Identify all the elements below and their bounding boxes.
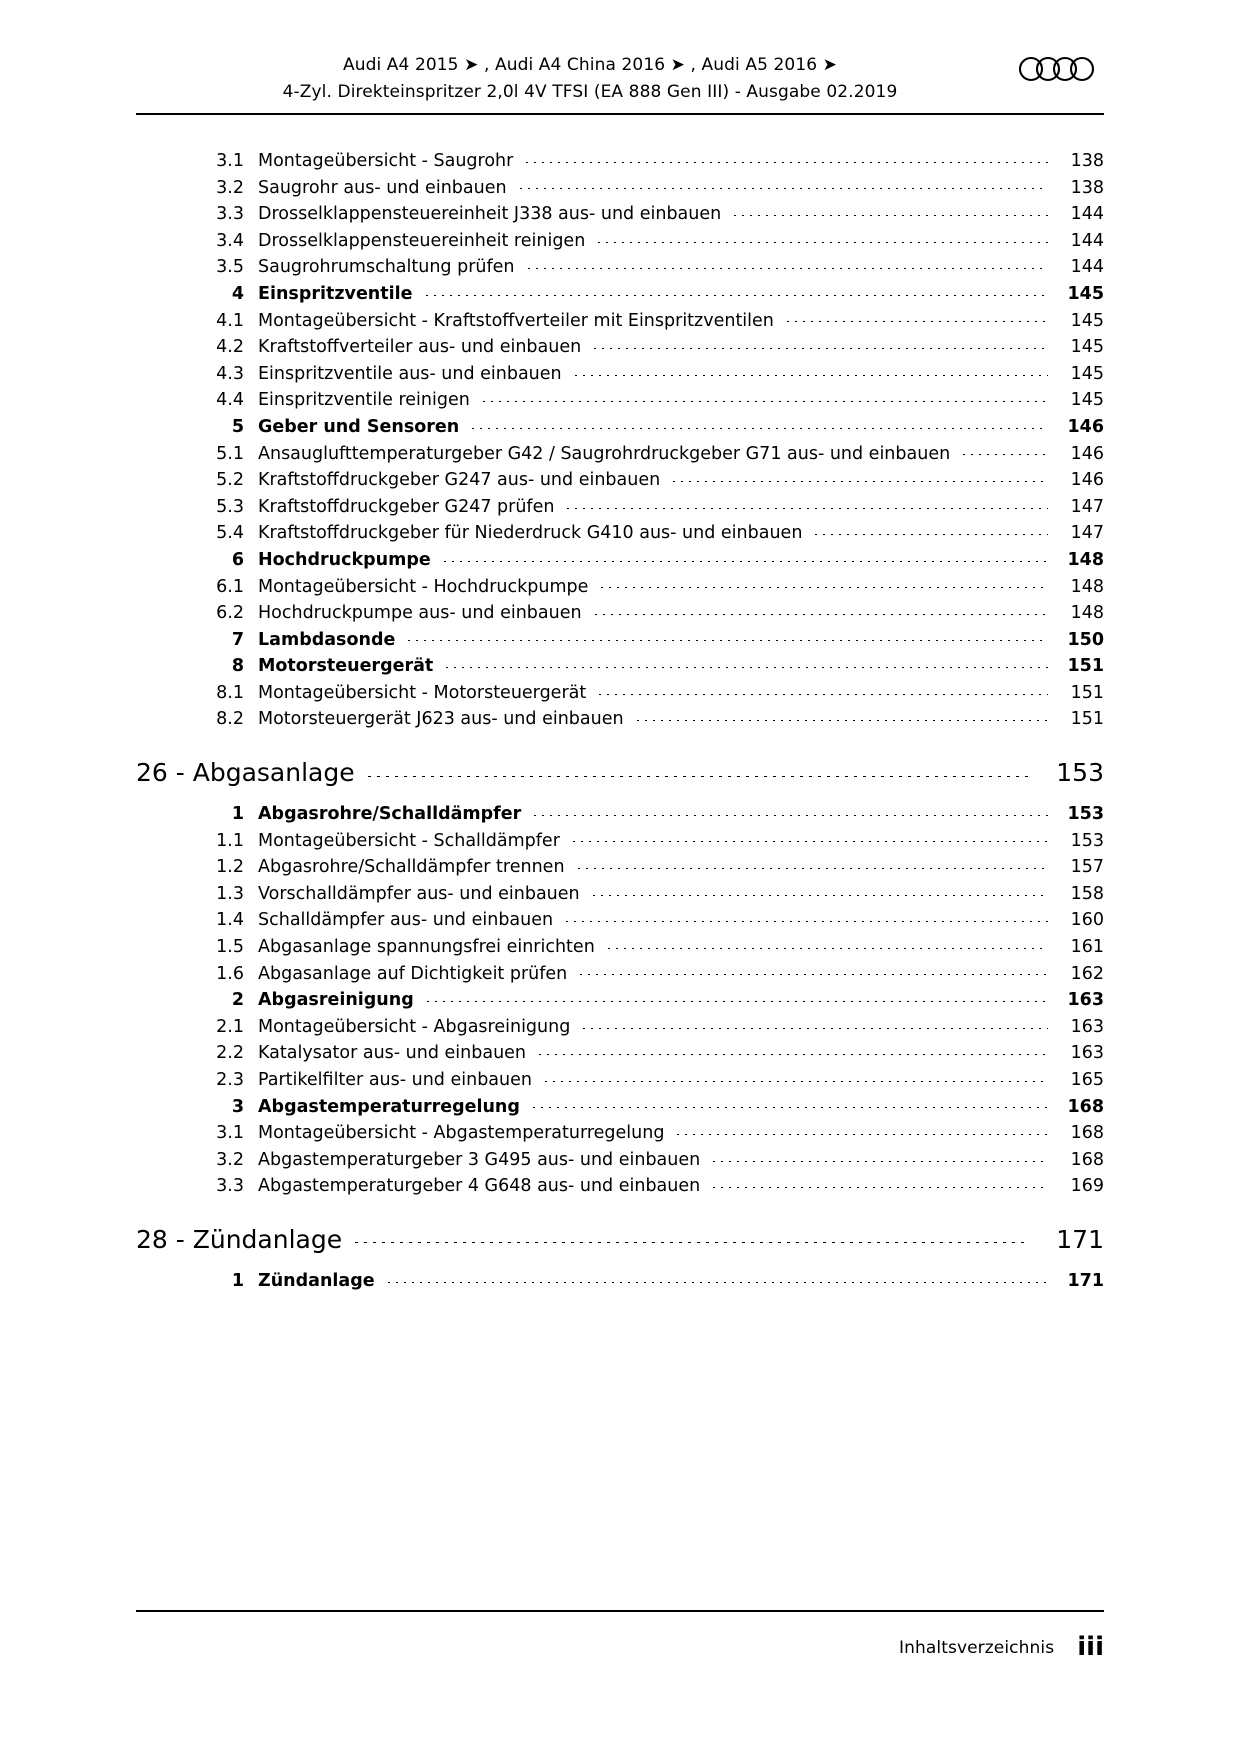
toc-label: Lambdasonde (258, 629, 396, 650)
toc-number: 1.1 (216, 830, 244, 851)
toc-entry[interactable] (136, 1040, 1104, 1067)
toc-leader-dots (523, 162, 1048, 163)
toc-page: 138 (1070, 177, 1104, 198)
toc-entry[interactable] (136, 467, 1104, 494)
toc-label: Abgasrohre/Schalldämpfer (258, 804, 522, 825)
footer-divider (136, 1610, 1104, 1612)
toc-entry[interactable] (136, 228, 1104, 255)
toc-page: 165 (1070, 1070, 1104, 1090)
toc-entry[interactable] (136, 1268, 1104, 1295)
toc-leader-dots (563, 921, 1048, 922)
toc-number: 2.2 (216, 1043, 244, 1064)
toc-number: 4.1 (216, 310, 244, 331)
toc-leader-dots (385, 1282, 1048, 1283)
toc-leader-dots (731, 215, 1048, 216)
toc-page: 151 (1067, 656, 1104, 677)
toc-leader-dots (517, 188, 1048, 189)
toc-entry[interactable] (136, 387, 1104, 414)
toc-page: 168 (1070, 1123, 1104, 1144)
toc-entry[interactable] (136, 494, 1104, 521)
toc-number: 1 (231, 804, 244, 825)
toc-label: Montageübersicht - Motorsteuergerät (258, 682, 587, 703)
toc-page: 171 (1067, 1270, 1104, 1291)
toc-leader-dots (596, 694, 1048, 695)
toc-page: 148 (1070, 576, 1104, 597)
toc-label: Einspritzventile aus- und einbauen (258, 363, 562, 384)
toc-entry[interactable] (136, 801, 1104, 828)
toc-entry[interactable] (136, 1067, 1104, 1094)
toc-leader-dots (536, 1054, 1048, 1055)
toc-page: 153 (1070, 830, 1104, 851)
toc-label: Schalldämpfer aus- und einbauen (258, 910, 554, 931)
toc-entry[interactable] (136, 828, 1104, 855)
toc-label: Montageübersicht - Abgastemperaturregelung (258, 1123, 665, 1144)
toc-label: Drosselklappensteuereinheit J338 aus- und einbauen (258, 204, 722, 225)
toc-leader-dots (812, 534, 1048, 535)
toc-entry[interactable] (136, 148, 1104, 175)
toc-page: 169 (1070, 1176, 1104, 1197)
toc-page: 153 (1067, 804, 1104, 825)
footer-page-number: iii (1077, 1632, 1104, 1662)
toc-number: 1.5 (216, 937, 244, 958)
toc-label: Motorsteuergerät (258, 656, 434, 677)
toc-label: Abgastemperaturgeber 4 G648 aus- und einbauen (258, 1176, 701, 1197)
toc-leader-dots (352, 1242, 1030, 1243)
toc-entry[interactable] (136, 907, 1104, 934)
toc-page: 153 (1056, 758, 1104, 788)
toc-entry[interactable] (136, 881, 1104, 908)
toc-number: 3.4 (216, 230, 244, 251)
toc-page: 151 (1070, 709, 1104, 730)
toc-number: 3.1 (216, 151, 244, 171)
toc-number: 5 (231, 416, 244, 437)
toc-entry[interactable] (136, 706, 1104, 733)
toc-number: 6 (231, 549, 244, 570)
toc-number: 3.1 (216, 1123, 244, 1144)
toc-page: 147 (1070, 523, 1104, 544)
toc-number: 2 (231, 990, 244, 1011)
toc-leader-dots (525, 268, 1048, 269)
toc-entry[interactable] (136, 414, 1104, 441)
toc-page: 145 (1067, 283, 1104, 304)
toc-leader-dots (405, 640, 1048, 641)
page-footer (136, 1632, 1104, 1662)
toc-label: Vorschalldämpfer aus- und einbauen (258, 883, 580, 904)
toc-page: 145 (1070, 310, 1104, 331)
toc-number: 3.2 (216, 1149, 244, 1170)
toc-label: Katalysator aus- und einbauen (258, 1043, 527, 1064)
toc-label: Einspritzventile reinigen (258, 390, 470, 411)
toc-page: 144 (1070, 230, 1104, 251)
toc-page: 146 (1070, 443, 1104, 464)
header-divider (136, 113, 1104, 115)
toc-leader-dots (577, 974, 1048, 975)
toc-label: Kraftstoffdruckgeber für Niederdruck G410 aus- und einbauen (258, 523, 803, 544)
toc-page: 163 (1067, 990, 1104, 1011)
toc-page: 145 (1070, 363, 1104, 384)
toc-leader-dots (530, 1107, 1048, 1108)
toc-number: 4.4 (216, 390, 244, 411)
toc-entry[interactable] (136, 361, 1104, 388)
toc-leader-dots (605, 948, 1048, 949)
toc-page: 147 (1070, 496, 1104, 517)
toc-page: 148 (1070, 603, 1104, 624)
toc-number: 8.1 (216, 682, 244, 703)
toc-number: 1.2 (216, 857, 244, 878)
toc-leader-dots (710, 1161, 1048, 1162)
toc-number: 1.6 (216, 963, 244, 984)
toc-entry[interactable] (136, 281, 1104, 308)
toc-label: Montageübersicht - Schalldämpfer (258, 830, 560, 851)
toc-number: 3.2 (216, 177, 244, 198)
toc-page: 148 (1067, 549, 1104, 570)
toc-number: 1.3 (216, 883, 244, 904)
toc-label: Montageübersicht - Hochdruckpumpe (258, 576, 589, 597)
toc-label: Abgasreinigung (258, 990, 414, 1011)
toc-label: Einspritzventile (258, 283, 413, 304)
toc-page: 146 (1067, 416, 1104, 437)
toc-entry[interactable] (136, 1147, 1104, 1174)
toc-leader-dots (365, 776, 1030, 777)
toc-entry[interactable] (136, 961, 1104, 988)
toc-number: 3 (231, 1096, 244, 1117)
toc-page: 160 (1070, 910, 1104, 931)
toc-entry[interactable] (136, 934, 1104, 961)
toc-leader-dots (960, 454, 1048, 455)
toc-entry[interactable] (136, 854, 1104, 881)
toc-page: 161 (1070, 937, 1104, 958)
toc-page: 157 (1070, 857, 1104, 878)
toc-label: Montageübersicht - Abgasreinigung (258, 1016, 571, 1037)
toc-page: 150 (1067, 629, 1104, 650)
table-of-contents (136, 148, 1104, 1295)
toc-page: 171 (1056, 1224, 1104, 1254)
toc-entry[interactable] (136, 600, 1104, 627)
toc-leader-dots (590, 895, 1048, 896)
toc-label: Montageübersicht - Saugrohr (258, 151, 514, 171)
toc-leader-dots (595, 242, 1048, 243)
toc-number: 3.3 (216, 1176, 244, 1197)
toc-label: Montageübersicht - Kraftstoffverteiler mit Einspritzventilen (258, 310, 774, 331)
toc-page: 163 (1070, 1043, 1104, 1064)
toc-page: 162 (1070, 963, 1104, 984)
toc-number: 3.3 (216, 204, 244, 225)
toc-entry[interactable] (136, 547, 1104, 574)
toc-leader-dots (564, 508, 1048, 509)
toc-number: 5.3 (216, 496, 244, 517)
toc-label: Hochdruckpumpe (258, 549, 431, 570)
toc-number: 4.2 (216, 337, 244, 358)
toc-label: Motorsteuergerät J623 aus- und einbauen (258, 709, 624, 730)
toc-leader-dots (570, 841, 1048, 842)
toc-number: 5.4 (216, 523, 244, 544)
toc-entry[interactable] (136, 1120, 1104, 1147)
toc-label: Kraftstoffverteiler aus- und einbauen (258, 337, 582, 358)
toc-label: Kraftstoffdruckgeber G247 aus- und einbauen (258, 470, 661, 491)
toc-chapter-entry[interactable] (136, 1222, 1104, 1258)
toc-label: Geber und Sensoren (258, 416, 460, 437)
toc-label: Zündanlage (258, 1270, 375, 1291)
toc-leader-dots (710, 1187, 1048, 1188)
toc-number: 3.5 (216, 257, 244, 278)
toc-entry[interactable] (136, 201, 1104, 228)
toc-label: Saugrohrumschaltung prüfen (258, 257, 515, 278)
toc-label: Hochdruckpumpe aus- und einbauen (258, 603, 582, 624)
toc-leader-dots (575, 868, 1048, 869)
toc-entry[interactable] (136, 334, 1104, 361)
toc-page: 146 (1070, 470, 1104, 491)
toc-leader-dots (423, 295, 1048, 296)
toc-number: 8.2 (216, 709, 244, 730)
toc-number: 6.1 (216, 576, 244, 597)
header-vehicle-line: Audi A4 2015 ➤ , Audi A4 China 2016 ➤ , Audi A5 2016 ➤ (342, 55, 838, 75)
toc-page: 144 (1070, 204, 1104, 225)
toc-page: 145 (1070, 337, 1104, 358)
toc-leader-dots (598, 587, 1048, 588)
toc-chapter-entry[interactable] (136, 755, 1104, 791)
toc-entry[interactable] (136, 680, 1104, 707)
toc-number: 1.4 (216, 910, 244, 931)
toc-leader-dots (674, 1134, 1048, 1135)
toc-leader-dots (469, 428, 1048, 429)
toc-leader-dots (592, 614, 1048, 615)
toc-entry[interactable] (136, 520, 1104, 547)
toc-leader-dots (572, 375, 1048, 376)
toc-entry[interactable] (136, 308, 1104, 335)
toc-number: 8 (231, 656, 244, 677)
toc-leader-dots (441, 561, 1048, 562)
toc-label: Partikelfilter aus- und einbauen (258, 1070, 532, 1090)
toc-leader-dots (580, 1028, 1048, 1029)
footer-section-label: Inhaltsverzeichnis (899, 1638, 1055, 1658)
toc-label: Abgastemperaturgeber 3 G495 aus- und einbauen (258, 1149, 701, 1170)
toc-page: 168 (1067, 1096, 1104, 1117)
toc-leader-dots (591, 348, 1048, 349)
toc-entry[interactable] (136, 1094, 1104, 1121)
toc-page: 168 (1070, 1149, 1104, 1170)
toc-number: 6.2 (216, 603, 244, 624)
toc-entry[interactable] (136, 254, 1104, 281)
toc-entry[interactable] (136, 441, 1104, 468)
toc-leader-dots (670, 481, 1048, 482)
toc-leader-dots (542, 1081, 1048, 1082)
toc-entry[interactable] (136, 175, 1104, 202)
toc-number: 1 (231, 1270, 244, 1291)
header-engine-line: 4-Zyl. Direkteinspritzer 2,0l 4V TFSI (EA 888 Gen III) - Ausgabe 02.2019 (282, 82, 898, 102)
toc-label: Saugrohr aus- und einbauen (258, 177, 507, 198)
toc-page: 151 (1070, 682, 1104, 703)
toc-label: 26 - Abgasanlage (136, 758, 355, 788)
toc-number: 7 (231, 629, 244, 650)
toc-page: 158 (1070, 883, 1104, 904)
toc-leader-dots (634, 720, 1048, 721)
toc-label: Abgasanlage auf Dichtigkeit prüfen (258, 963, 568, 984)
toc-label: Abgasrohre/Schalldämpfer trennen (258, 857, 565, 878)
toc-label: Drosselklappensteuereinheit reinigen (258, 230, 586, 251)
toc-number: 5.2 (216, 470, 244, 491)
toc-leader-dots (480, 401, 1048, 402)
header-title-block (136, 52, 1104, 106)
toc-number: 2.3 (216, 1070, 244, 1090)
toc-label: Kraftstoffdruckgeber G247 prüfen (258, 496, 555, 517)
toc-entry[interactable] (136, 653, 1104, 680)
toc-number: 4.3 (216, 363, 244, 384)
toc-number: 2.1 (216, 1016, 244, 1037)
toc-entry[interactable] (136, 987, 1104, 1014)
toc-number: 4 (231, 283, 244, 304)
toc-leader-dots (424, 1001, 1048, 1002)
toc-label: Ansauglufttemperaturgeber G42 / Saugrohrdruckgeber G71 aus- und einbauen (258, 443, 951, 464)
toc-entry[interactable] (136, 1014, 1104, 1041)
toc-entry[interactable] (136, 627, 1104, 654)
toc-page: 163 (1070, 1016, 1104, 1037)
toc-entry[interactable] (136, 574, 1104, 601)
toc-entry[interactable] (136, 1173, 1104, 1200)
toc-leader-dots (443, 667, 1048, 668)
toc-label: Abgastemperaturregelung (258, 1096, 520, 1117)
toc-number: 5.1 (216, 443, 244, 464)
page-header (136, 52, 1104, 106)
toc-page: 138 (1070, 151, 1104, 171)
audi-rings-logo-icon (1018, 56, 1104, 82)
toc-label: 28 - Zündanlage (136, 1224, 343, 1254)
toc-leader-dots (784, 321, 1048, 322)
toc-leader-dots (531, 815, 1048, 816)
toc-label: Abgasanlage spannungsfrei einrichten (258, 937, 595, 958)
toc-page: 144 (1070, 257, 1104, 278)
toc-page: 145 (1070, 390, 1104, 411)
